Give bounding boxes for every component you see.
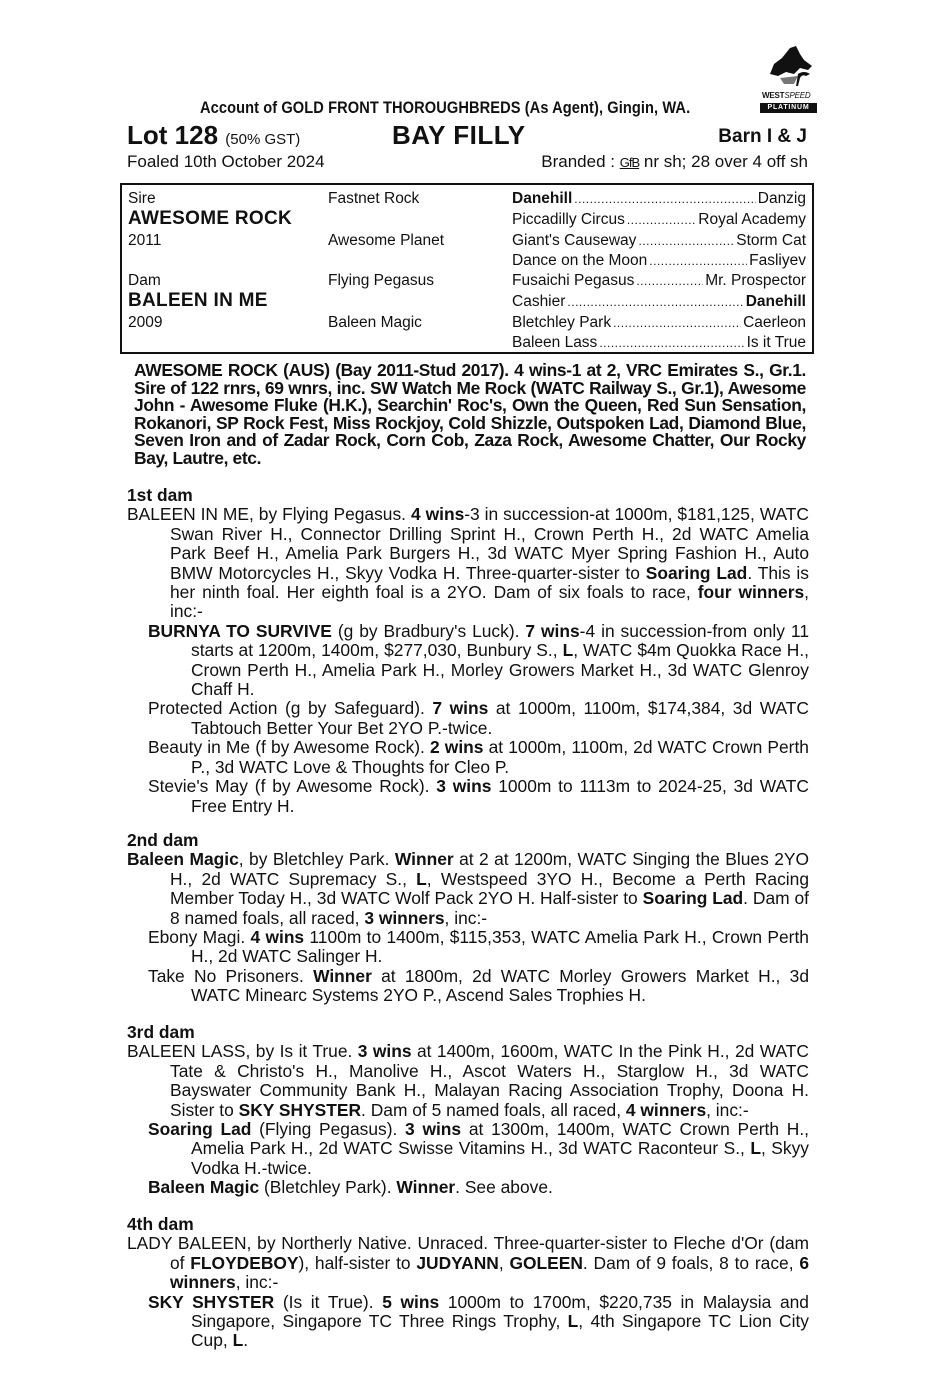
sire-sire: Fastnet Rock [328,190,420,207]
grandparent-row: Danehill ..... Danzig [512,190,806,208]
entries [127,1234,809,1350]
brand-mark-icon: GfB [619,155,640,170]
vendor-account: Account of GOLD FRONT THOROUGHBREDS (As Agent), Gingin, WA. [200,98,691,117]
sire-name: AWESOME ROCK [128,208,293,229]
lot-number: Lot 128 (50% GST) [127,120,301,150]
section-heading: 3rd dam [127,1022,195,1042]
lot-line [127,120,809,152]
progeny-entry: SKY SHYSTER (Is it True). 5 wins 1000m to 1700m, $220,735 in Malaysia and Singapore, Singapore TC Three Rings Trophy, L, 4th Singapore TC Lion City Cup, L. [148,1291,809,1351]
dam-label: Dam [128,272,161,289]
brand-description: Branded : GfB nr sh; 28 over 4 off sh [541,152,808,171]
dam-section-2 [127,831,809,1006]
logo-tier-badge: PLATINUM [760,103,817,113]
progeny-entry: Take No Prisoners. Winner at 1800m, 2d WATC Morley Growers Market H., 3d WATC Minearc Systems 2YO P., Ascend Sales Trophies H. [148,965,809,1006]
dam-section-4 [127,1215,809,1351]
gst-note: (50% GST) [225,131,301,148]
dam-entry: LADY BALEEN, by Northerly Native. Unraced. Three-quarter-sister to Fleche d'Or (dam of FLOYDEBOY), half-sister to JUDYANN, GOLEEN. Dam of 9 foals, 8 to race, 6 winners, inc:- [127,1233,809,1293]
entries [127,505,809,816]
sire-summary: AWESOME ROCK (AUS) (Bay 2011-Stud 2017). 4 wins-1 at 2, VRC Emirates S., Gr.1. Sire of 122 rnrs, 69 wnrs, inc. SW Watch Me Rock (WATC Railway S., Gr.1), Awesome John - Awesome Fluke (H.K.), Searchin' Roc's, Own the Queen, Red Sun Sensation, Rokanori, SP Rock Fest, Miss Rockjoy, Cold Shizzle, Outspoken Lad, Diamond Blue, Seven Iron and of Zadar Rock, Corn Cob, Zaza Rock, Awesome Chatter, Our Rocky Bay, Lautre, etc. [134,360,806,468]
sire-year: 2011 [128,232,162,249]
dam-year: 2009 [128,314,163,331]
barn-location: Barn I & J [718,126,807,147]
grandparent-row: Baleen Lass ..... Is it True [512,334,806,352]
grandparent-row: Bletchley Park ..... Caerleon [512,314,806,332]
grandparent-row: Cashier ..... Danehill [512,293,806,311]
progeny-entry: Beauty in Me (f by Awesome Rock). 2 wins at 1000m, 1100m, 2d WATC Crown Perth P., 3d WATC Love & Thoughts for Cleo P. [148,737,809,777]
foaled-date: Foaled 10th October 2024 [127,152,325,171]
dam-entry: BALEEN IN ME, by Flying Pegasus. 4 wins-3 in succession-at 1000m, $181,125, WATC Swan River H., Connector Drilling Sprint H., Crown Perth H., 2d WATC Amelia Park Beef H., Amelia Park Burgers H., 3d WATC Myer Spring Fashion H., Auto BMW Motorcycles H., Skyy Vodka H. Three-quarter-sister to Soaring Lad. This is her ninth foal. Her eighth foal is a 2YO. Dam of six foals to race, four winners, inc:- [127,504,810,622]
section-heading: 2nd dam [127,830,199,850]
progeny-entry: Soaring Lad (Flying Pegasus). 3 wins at 1300m, 1400m, WATC Crown Perth H., Amelia Park H., 2d WATC Swisse Vitamins H., 3d WATC Raconteur S., L, Skyy Vodka H.-twice. [148,1119,809,1178]
section-heading: 4th dam [127,1214,194,1234]
dam-dam: Baleen Magic [328,314,422,331]
grandparent-row: Piccadilly Circus ..... Royal Academy [512,211,806,229]
sire-label: Sire [128,190,156,207]
sire-dam: Awesome Planet [328,232,445,249]
progeny-entry: Stevie's May (f by Awesome Rock). 3 wins 1000m to 1113m to 2024-25, 3d WATC Free Entry H. [148,776,809,816]
progeny-entry: Protected Action (g by Safeguard). 7 wins at 1000m, 1100m, $174,384, 3d WATC Tabtouch Better Your Bet 2YO P.-twice. [148,698,809,738]
progeny-entry: Ebony Magi. 4 wins 1100m to 1400m, $115,353, WATC Amelia Park H., Crown Perth H., 2d WATC Salinger H. [148,927,809,967]
grandparent-row: Fusaichi Pegasus ..... Mr. Prospector [512,272,806,290]
dam-section-1 [127,486,809,816]
entries [127,1042,809,1197]
grandparent-row: Giant's Causeway ..... Storm Cat [512,232,806,250]
pedigree-table [120,183,814,354]
dam-section-3 [127,1023,809,1198]
progeny-entry: BURNYA TO SURVIVE (g by Bradbury's Luck). 7 wins-4 in succession-from only 11 starts at 1200m, 1400m, $277,030, Bunbury S., L, WATC $4m Quokka Race H., Crown Perth H., Amelia Park H., Morley Growers Market H., 3d WATC Glenroy Chaff H. [148,620,809,700]
dam-name: BALEEN IN ME [128,290,268,311]
section-heading: 1st dam [127,485,193,505]
dam-entry: BALEEN LASS, by Is it True. 3 wins at 1400m, 1600m, WATC In the Pink H., 2d WATC Tate & Christo's H., Manolive H., Ascot Waters H., Starglow H., 3d WATC Bayswater Community Bank H., Malayan Racing Association Trophy, Doona H. Sister to SKY SHYSTER. Dam of 5 named foals, all raced, 4 winners, inc:- [127,1041,809,1120]
entries [127,850,809,1005]
dam-entry: Baleen Magic, by Bletchley Park. Winner at 2 at 1200m, WATC Singing the Blues 2YO H., 2d WATC Supremacy S., L, Westspeed 3YO H., Become a Perth Racing Member Today H., 3d WATC Wolf Pack 2YO H. Half-sister to Soaring Lad. Dam of 8 named foals, all raced, 3 winners, inc:- [127,849,809,928]
logo-brand-text: WESTSPEED [762,91,811,100]
westspeed-platinum-logo [760,44,818,116]
dam-sire: Flying Pegasus [328,272,434,289]
horse-and-rider-icon [760,44,818,90]
grandparent-row: Dance on the Moon ..... Fasliyev [512,252,806,270]
horse-description: BAY FILLY [392,120,526,150]
progeny-entry: Baleen Magic (Bletchley Park). Winner. See above. [148,1177,553,1198]
